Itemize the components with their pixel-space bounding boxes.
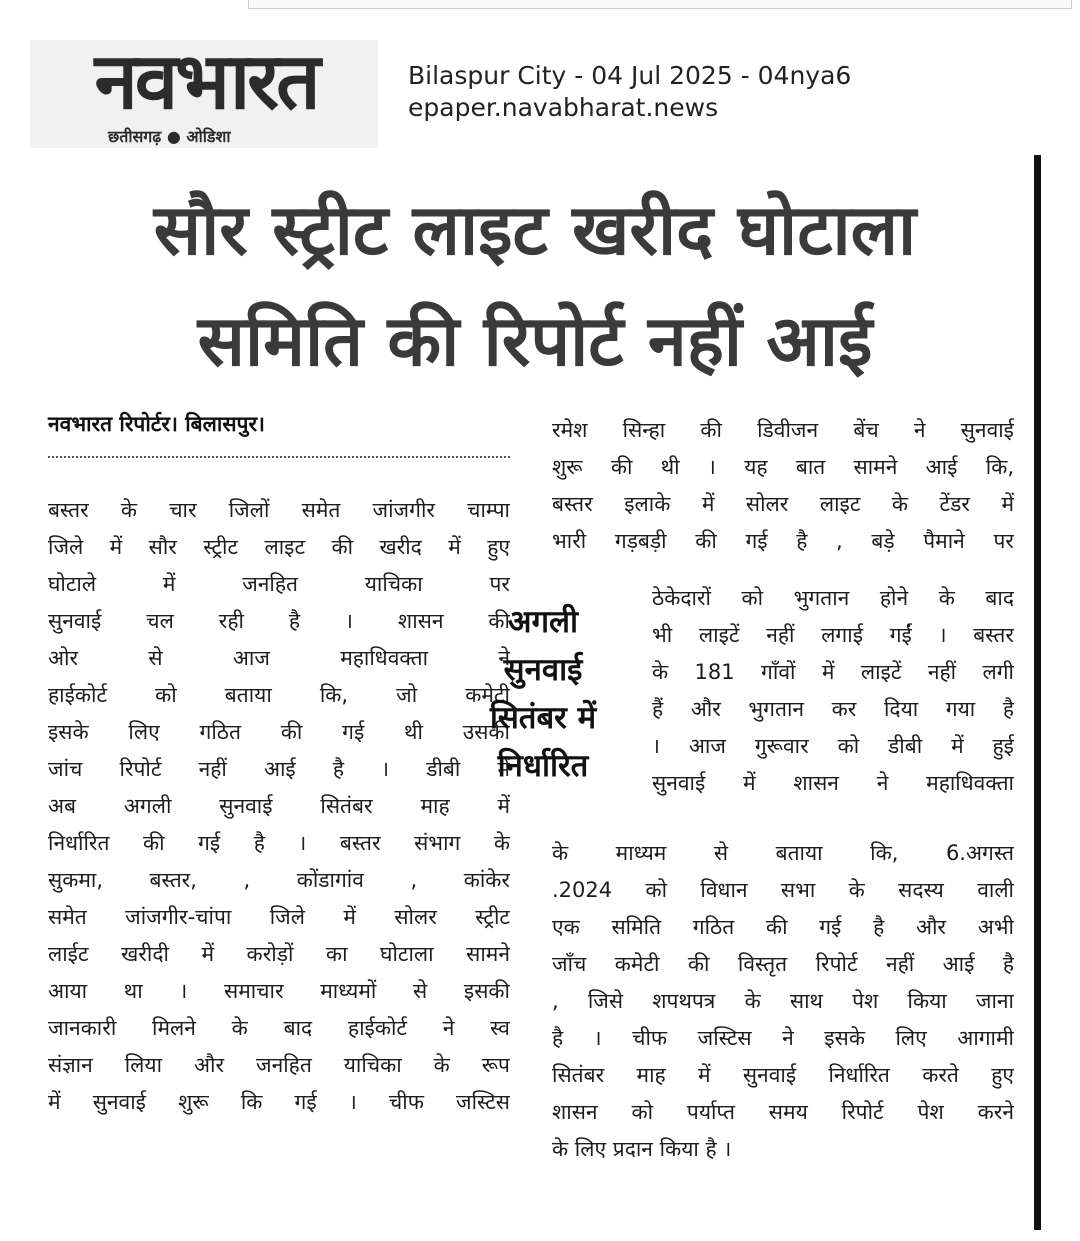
text-line: के 181 गाँवों में लाइटें नहीं लगी bbox=[652, 660, 1014, 684]
text-line: शुरू की थी । यह बात सामने आई कि, bbox=[552, 455, 1014, 479]
text-line: में सुनवाई शुरू कि गई । चीफ जस्टिस bbox=[48, 1090, 510, 1114]
text-line: समेत जांजगीर-चांपा जिले में सोलर स्ट्रीट bbox=[48, 905, 510, 929]
text-line: भारी गड़बड़ी की गई है , बड़े पैमाने पर bbox=[552, 529, 1014, 553]
browser-top-strip bbox=[248, 0, 1072, 9]
pull-quote-line: सितंबर में bbox=[489, 700, 597, 736]
headline-line-1: सौर स्ट्रीट लाइट खरीद घोटाला bbox=[153, 189, 917, 271]
text-line: सुनवाई चल रही है । शासन की bbox=[48, 609, 510, 633]
right-column-top bbox=[552, 412, 1014, 560]
text-line: सुकमा, बस्तर, , कोंडागांव , कांकेर bbox=[48, 868, 510, 892]
logo-subtitle: छतीसगढ़ ● ओडिशा bbox=[108, 127, 231, 146]
text-line: के लिए प्रदान किया है । bbox=[552, 1137, 732, 1161]
text-line: निर्धारित की गई है । बस्तर संभाग के bbox=[48, 831, 510, 855]
text-line: .2024 को विधान सभा के सदस्य वाली bbox=[552, 878, 1014, 902]
text-line: बस्तर इलाके में सोलर लाइट के टेंडर में bbox=[552, 492, 1014, 516]
right-column-bottom bbox=[552, 835, 1014, 1168]
text-line: एक समिति गठित की गई है और अभी bbox=[552, 915, 1014, 939]
text-line: बस्तर के चार जिलों समेत जांजगीर चाम्पा bbox=[48, 498, 510, 522]
edition-info bbox=[408, 60, 851, 124]
edition-line: Bilaspur City - 04 Jul 2025 - 04nya6 bbox=[408, 61, 852, 90]
byline: नवभारत रिपोर्टर। बिलासपुर। bbox=[48, 412, 266, 436]
headline-line-2: समिति की रिपोर्ट नहीं आई bbox=[197, 300, 873, 382]
text-line: जानकारी मिलने के बाद हाईकोर्ट ने स्व bbox=[48, 1016, 510, 1040]
left-column bbox=[48, 492, 510, 1121]
text-line: । आज गुरूवार को डीबी में हुई bbox=[652, 734, 1014, 758]
masthead-logo-block bbox=[30, 37, 378, 148]
pull-quote bbox=[470, 598, 616, 790]
pull-quote-line: निर्धारित bbox=[497, 748, 589, 784]
text-line: रमेश सिन्हा की डिवीजन बेंच ने सुनवाई bbox=[552, 418, 1014, 442]
byline-divider bbox=[48, 456, 510, 458]
text-line: के माध्यम से बताया कि, 6.अगस्त bbox=[552, 841, 1014, 865]
text-line: ठेकेदारों को भुगतान होने के बाद bbox=[652, 586, 1014, 610]
text-line: ओर से आज महाधिवक्ता ने bbox=[48, 646, 510, 670]
source-url: epaper.navabharat.news bbox=[408, 93, 719, 122]
vertical-rule bbox=[1034, 155, 1041, 1230]
newspaper-logo: नवभारत bbox=[94, 37, 318, 127]
text-line: , जिसे शपथपत्र के साथ पेश किया जाना bbox=[552, 989, 1014, 1013]
text-line: सुनवाई में शासन ने महाधिवक्ता bbox=[652, 771, 1014, 795]
text-line: भी लाइटें नहीं लगाई गईं । बस्तर bbox=[652, 623, 1014, 647]
text-line: सितंबर माह में सुनवाई निर्धारित करते हुए bbox=[552, 1063, 1014, 1087]
text-line: घोटाले में जनहित याचिका पर bbox=[48, 572, 510, 596]
text-line: है । चीफ जस्टिस ने इसके लिए आगामी bbox=[552, 1026, 1014, 1050]
pull-quote-line: सुनवाई bbox=[503, 652, 583, 688]
text-line: आया था । समाचार माध्यमों से इसकी bbox=[48, 979, 510, 1003]
text-line: हाईकोर्ट को बताया कि, जो कमेटी bbox=[48, 683, 510, 707]
text-line: जिले में सौर स्ट्रीट लाइट की खरीद में हुए bbox=[48, 535, 510, 559]
text-line: जाँच कमेटी की विस्तृत रिपोर्ट नहीं आई है bbox=[552, 952, 1014, 976]
text-line: जांच रिपोर्ट नहीं आई है । डीबी में bbox=[48, 757, 510, 781]
text-line: हैं और भुगतान कर दिया गया है bbox=[652, 697, 1014, 721]
pull-quote-line: अगली bbox=[507, 604, 579, 640]
text-line: इसके लिए गठित की गई थी उसकी bbox=[48, 720, 510, 744]
right-column-indented bbox=[652, 580, 1014, 802]
text-line: शासन को पर्याप्त समय रिपोर्ट पेश करने bbox=[552, 1100, 1014, 1124]
text-line: अब अगली सुनवाई सितंबर माह में bbox=[48, 794, 510, 818]
text-line: लाईट खरीदी में करोड़ों का घोटाला सामने bbox=[48, 942, 510, 966]
text-line: संज्ञान लिया और जनहित याचिका के रूप bbox=[48, 1053, 510, 1077]
